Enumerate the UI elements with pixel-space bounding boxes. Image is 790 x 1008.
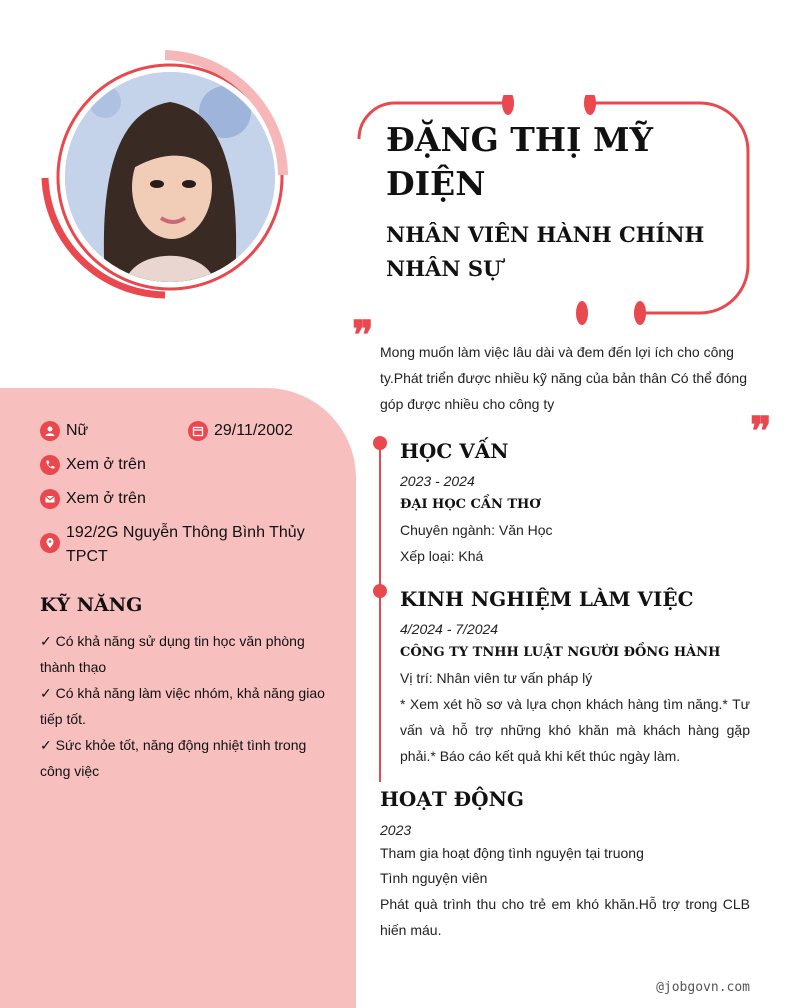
birthdate-value: 29/11/2002	[214, 422, 293, 439]
user-icon	[40, 421, 60, 441]
email-value: Xem ở trên	[66, 490, 146, 507]
skills-list	[40, 628, 340, 784]
experience-title: KINH NGHIỆM LÀM VIỆC	[400, 587, 694, 611]
candidate-name: ĐẶNG THỊ MỸ DIỆN	[386, 120, 654, 203]
skills-title: KỸ NĂNG	[40, 594, 143, 616]
timeline-dot	[373, 436, 387, 450]
school-name: ĐẠI HỌC CẦN THƠ	[400, 497, 541, 512]
skill-item: ✓ Có khả năng sử dụng tin học văn phòng thành thạo	[40, 633, 305, 675]
phone-row	[40, 453, 146, 477]
timeline-dot	[373, 584, 387, 598]
skill-item: ✓ Sức khỏe tốt, năng động nhiệt tình trong công việc	[40, 737, 307, 779]
education-title: HỌC VẤN	[400, 439, 509, 463]
email-row	[40, 487, 146, 511]
phone-value: Xem ở trên	[66, 456, 146, 473]
address-row	[40, 521, 320, 569]
mail-icon	[40, 489, 60, 509]
career-objective: Mong muốn làm việc lâu dài và đem đến lợi ích cho công ty.Phát triển được nhiều kỹ năng của bản thân Có thể đóng góp được nhiều cho công ty	[380, 344, 747, 412]
gender-row	[40, 419, 88, 443]
quote-open-icon: ❞	[352, 312, 374, 359]
quote-close-icon: ❞	[750, 408, 772, 455]
phone-icon	[40, 455, 60, 475]
activities-date: 2023	[380, 822, 412, 838]
experience-position: Vị trí: Nhân viên tư vấn pháp lý	[400, 670, 593, 686]
avatar-frame	[40, 50, 300, 300]
experience-date: 4/2024 - 7/2024	[400, 621, 499, 637]
education-rank: Xếp loại: Khá	[400, 548, 484, 564]
calendar-icon	[188, 421, 208, 441]
education-major: Chuyên ngành: Văn Học	[400, 522, 553, 538]
address-value: 192/2G Nguyễn Thông Bình Thủy TPCT	[66, 524, 305, 565]
skill-item: ✓ Có khả năng làm việc nhóm, khả năng giao tiếp tốt.	[40, 685, 325, 727]
job-title: NHÂN VIÊN HÀNH CHÍNH NHÂN SỰ	[386, 222, 705, 281]
gender-value: Nữ	[66, 422, 89, 439]
location-icon	[40, 533, 60, 553]
company-name: CÔNG TY TNHH LUẬT NGƯỜI ĐỒNG HÀNH	[400, 645, 721, 660]
activities-line2: Tình nguyện viên	[380, 870, 488, 886]
timeline-line	[379, 442, 381, 782]
birthdate-row	[188, 419, 293, 443]
education-date: 2023 - 2024	[400, 473, 475, 489]
activities-line1: Tham gia hoạt động tình nguyện tại truong	[380, 845, 644, 861]
activities-title: HOẠT ĐỘNG	[380, 787, 524, 811]
avatar	[65, 72, 275, 282]
footer-watermark: @jobgovn.com	[656, 980, 750, 995]
experience-description: * Xem xét hồ sơ và lựa chọn khách hàng tìm năng.* Tư vấn và hỗ trợ những khó khăn mà khách hàng gặp phải.* Báo cáo kết quả khi kết thúc ngày làm.	[400, 696, 750, 764]
activities-description: Phát quà trình thu cho trẻ em khó khăn.Hỗ trợ trong CLB hiến máu.	[380, 896, 750, 938]
